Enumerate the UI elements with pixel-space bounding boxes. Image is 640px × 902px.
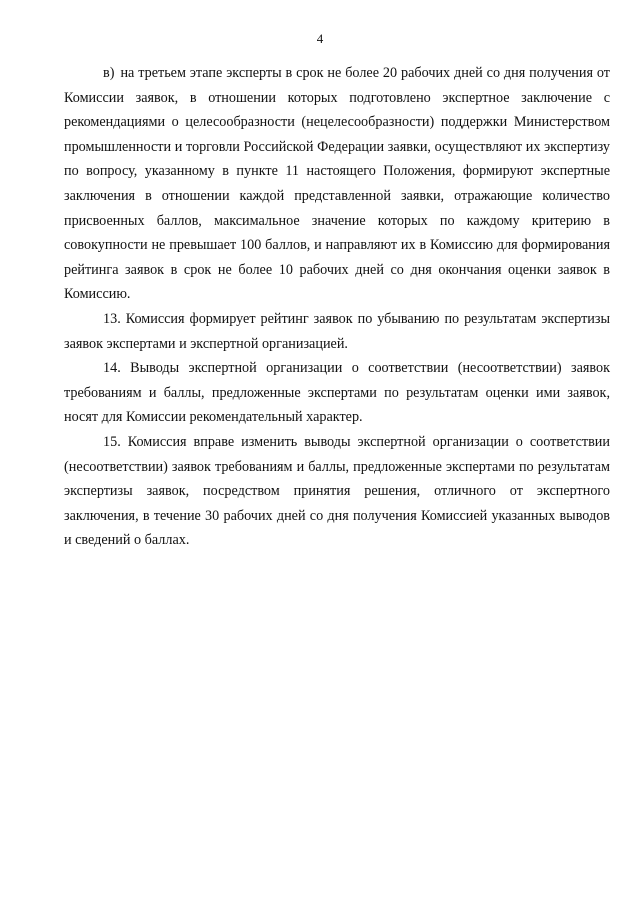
paragraph-14: 14. Выводы экспертной организации о соответствии (несоответствии) заявок требованиям и баллы, предложенные экспертами по результатам оценки ими заявок, носят для Комиссии рекомендательный характер. bbox=[64, 360, 610, 426]
page-number: 4 bbox=[316, 31, 324, 46]
document-body bbox=[64, 61, 610, 553]
paragraph-15: 15. Комиссия вправе изменить выводы экспертной организации о соответствии (несоответствии) заявок требованиям и баллы, предложенные экспертами по результатам экспертизы заявок, посредством принятия решения, отличного от экспертного заключения, в течение 30 рабочих дней со дня получения Комиссией указанных выводов и сведений о баллах. bbox=[64, 433, 610, 549]
item-marker: в) bbox=[103, 65, 115, 81]
paragraph-item-v bbox=[64, 61, 610, 307]
paragraph-text: на третьем этапе эксперты в срок не более 20 рабочих дней со дня получения от Комиссии заявок, в отношении которых подготовлено экспертное заключение с рекомендациями о целесообразности (нецелесообразности) поддержки Министерством промышленности и торговли Российской Федерации заявки, осуществляют их экспертизу по вопросу, указанному в пункте 11 настоящего Положения, формируют экспертные заключения в отношении каждой представленной заявки, отражающие количество присвоенных баллов, максимальное значение которых по каждому критерию в совокупности не превышает 100 баллов, и направляют их в Комиссию для формирования рейтинга заявок в срок не более 10 рабочих дней со дня окончания оценки заявок в Комиссию. bbox=[64, 65, 610, 303]
paragraph-13: 13. Комиссия формирует рейтинг заявок по убыванию по результатам экспертизы заявок экспертами и экспертной организацией. bbox=[64, 310, 610, 352]
